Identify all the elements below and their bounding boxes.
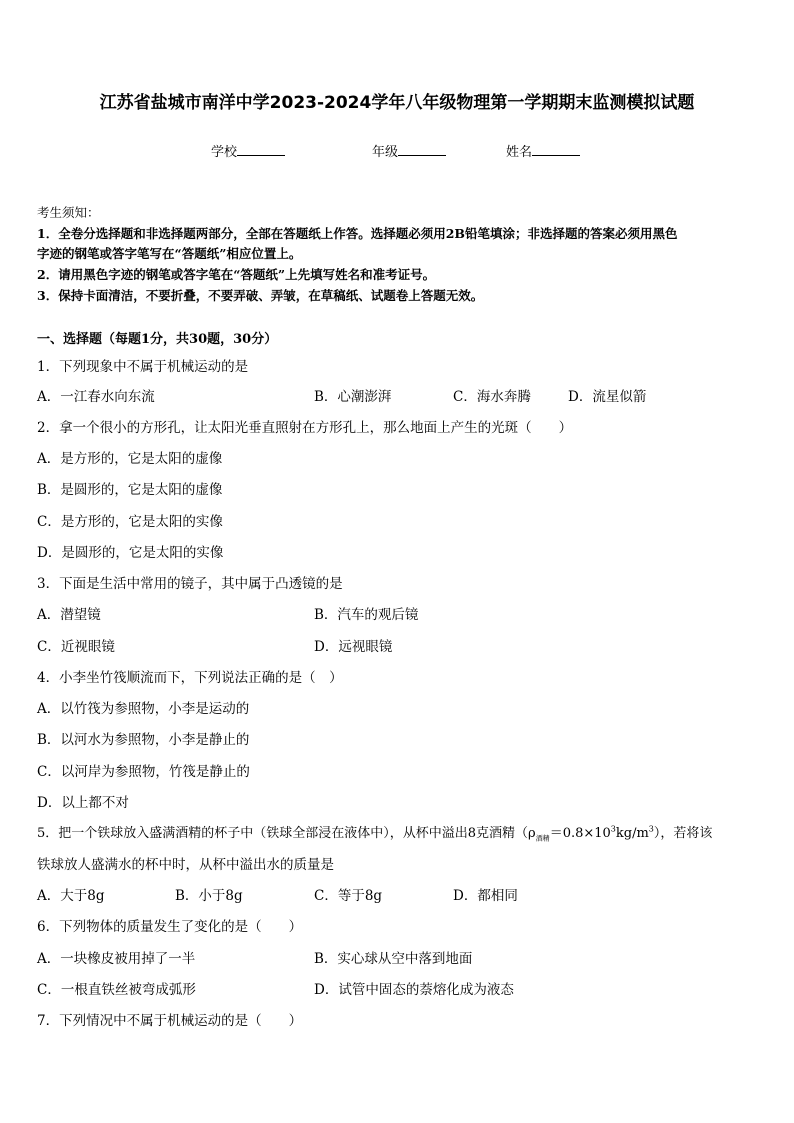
question-5-option-d: D．都相同 xyxy=(453,888,518,904)
notice-item-3: 3．保持卡面清洁，不要折叠，不要弄破、弄皱，在草稿纸、试题卷上答题无效。 xyxy=(37,288,484,303)
question-3-option-b: B．汽车的观后镜 xyxy=(314,607,419,623)
question-6-option-b: B．实心球从空中落到地面 xyxy=(314,951,473,967)
question-6-stem: 6．下列物体的质量发生了变化的是（ ） xyxy=(37,919,303,935)
question-1-stem: 1．下列现象中不属于机械运动的是 xyxy=(37,359,249,375)
question-5-stem-part-c: kg/m xyxy=(615,826,649,841)
question-5-option-a: A．大于8g xyxy=(37,888,105,904)
question-5-option-c: C．等于8g xyxy=(314,888,383,904)
notice-item-1-cont: 字迹的钢笔或答字笔写在“答题纸”相应位置上。 xyxy=(37,246,302,261)
question-6-option-c: C．一根直铁丝被弯成弧形 xyxy=(37,982,196,998)
question-3-option-c: C．近视眼镜 xyxy=(37,639,115,655)
question-3-option-a: A．潜望镜 xyxy=(37,607,101,623)
question-2-option-a: A．是方形的，它是太阳的虚像 xyxy=(37,451,223,467)
notice-heading: 考生须知： xyxy=(37,205,100,220)
grade-label: 年级 xyxy=(372,145,399,160)
question-2-option-d: D．是圆形的，它是太阳的实像 xyxy=(37,545,224,561)
question-5-option-b: B．小于8g xyxy=(175,888,243,904)
question-1-option-d: D．流星似箭 xyxy=(568,389,647,405)
question-4-option-d: D．以上都不对 xyxy=(37,795,129,811)
page-title: 江苏省盐城市南洋中学2023-2024学年八年级物理第一学期期末监测模拟试题 xyxy=(99,93,695,113)
question-4-option-c: C．以河岸为参照物，竹筏是静止的 xyxy=(37,764,250,780)
section-heading: 一、选择题（每题1分，共30题，30分） xyxy=(37,332,278,347)
question-6-option-a: A．一块橡皮被用掉了一半 xyxy=(37,951,196,967)
question-4-option-a: A．以竹筏为参照物，小李是运动的 xyxy=(37,701,250,717)
question-4-option-b: B．以河水为参照物，小李是静止的 xyxy=(37,732,250,748)
question-2-option-c: C．是方形的，它是太阳的实像 xyxy=(37,514,223,530)
question-5-stem xyxy=(37,822,712,844)
question-3-stem: 3．下面是生活中常用的镜子，其中属于凸透镜的是 xyxy=(37,576,343,592)
question-5-exponent: 3 xyxy=(610,824,616,834)
question-1-option-c: C．海水奔腾 xyxy=(453,389,531,405)
question-2-stem: 2．拿一个很小的方形孔，让太阳光垂直照射在方形孔上，那么地面上产生的光斑（ ） xyxy=(37,420,573,436)
question-6-option-d: D．试管中固态的萘熔化成为液态 xyxy=(314,982,514,998)
question-5-stem-part-b: ＝0.8×10 xyxy=(549,826,611,841)
school-label: 学校 xyxy=(211,145,238,160)
question-4-stem: 4．小李坐竹筏顺流而下，下列说法正确的是（ ） xyxy=(37,670,343,686)
question-1-option-a: A．一江春水向东流 xyxy=(37,389,155,405)
question-5-density-subscript: 酒精 xyxy=(535,834,550,843)
school-blank xyxy=(237,143,285,156)
name-field xyxy=(506,141,580,160)
question-5-exponent-2: 3 xyxy=(648,824,654,834)
question-2-option-b: B．是圆形的，它是太阳的虚像 xyxy=(37,482,223,498)
notice-item-1: 1．全卷分选择题和非选择题两部分，全部在答题纸上作答。选择题必须用2B铅笔填涂；非选择题的答案必须用黑色 xyxy=(37,226,678,241)
question-1-option-b: B．心潮澎湃 xyxy=(314,389,392,405)
question-5-stem-part-d: ），若将该 xyxy=(653,826,713,841)
question-5-stem-cont: 铁球放人盛满水的杯中时，从杯中溢出水的质量是 xyxy=(37,857,334,873)
grade-field xyxy=(372,141,446,160)
grade-blank xyxy=(398,143,446,156)
question-3-option-d: D．远视眼镜 xyxy=(314,639,393,655)
school-field xyxy=(211,141,285,160)
notice-item-2: 2．请用黑色字迹的钢笔或答字笔在“答题纸”上先填写姓名和准考证号。 xyxy=(37,267,436,282)
name-label: 姓名 xyxy=(506,145,533,160)
question-5-stem-part-a: 5．把一个铁球放入盛满酒精的杯子中（铁球全部浸在液体中），从杯中溢出8克酒精（ρ xyxy=(37,826,536,841)
name-blank xyxy=(532,143,580,156)
question-7-stem: 7．下列情况中不属于机械运动的是（ ） xyxy=(37,1013,303,1029)
